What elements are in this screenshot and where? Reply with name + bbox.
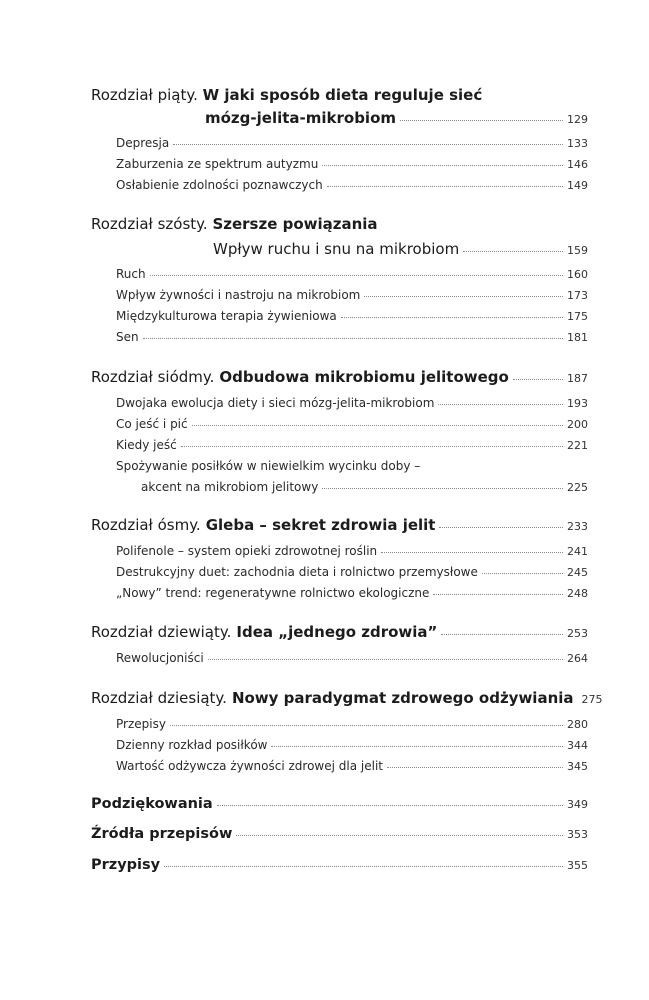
- backmatter-title: Źródła przepisów: [91, 826, 233, 842]
- chapter-6-title-line1: Szersze powiązania: [212, 215, 378, 233]
- section-entry[interactable]: [116, 267, 595, 281]
- leader-dots: [208, 659, 563, 660]
- chapter-8-page: 233: [567, 520, 588, 533]
- section-title: Przepisy: [116, 717, 166, 731]
- chapter-8-title: Gleba – sekret zdrowia jelit: [205, 516, 436, 534]
- chapter-7-page: 187: [567, 372, 588, 385]
- leader-dots: [381, 552, 563, 553]
- chapter-10-page: 275: [581, 693, 603, 706]
- section-entry[interactable]: [116, 136, 595, 150]
- chapter-8-entry[interactable]: [91, 516, 595, 534]
- section-entry[interactable]: [116, 544, 595, 558]
- section-title: Zaburzenia ze spektrum autyzmu: [116, 157, 319, 171]
- section-page: 221: [567, 439, 588, 452]
- chapter-6-page: 159: [567, 244, 588, 257]
- leader-dots: [438, 404, 563, 405]
- section-entry[interactable]: [116, 396, 595, 410]
- section-entry[interactable]: [116, 438, 595, 452]
- backmatter-page: 353: [567, 828, 588, 841]
- section-title: Destrukcyjny duet: zachodnia dieta i rolnictwo przemysłowe: [116, 565, 478, 579]
- section-title: Co jeść i pić: [116, 417, 188, 431]
- leader-dots: [327, 186, 563, 187]
- section-title: Dzienny rozkład posiłków: [116, 738, 268, 752]
- section-title-continued: akcent na mikrobiom jelitowy: [141, 480, 319, 494]
- section-page: 241: [567, 545, 588, 558]
- section-title: Wpływ żywności i nastroju na mikrobiom: [116, 288, 361, 302]
- section-page: 345: [567, 760, 588, 773]
- chapter-5-label: Rozdział piąty.: [91, 86, 198, 104]
- leader-dots: [143, 338, 563, 339]
- leader-dots: [192, 425, 563, 426]
- chapter-5-heading[interactable]: [91, 86, 482, 104]
- section-page: 146: [567, 158, 588, 171]
- chapter-6-heading[interactable]: [91, 215, 378, 233]
- section-title: Międzykulturowa terapia żywieniowa: [116, 309, 337, 323]
- leader-dots: [173, 144, 563, 145]
- section-title: „Nowy” trend: regeneratywne rolnictwo ekologiczne: [116, 586, 430, 600]
- leader-dots: [322, 165, 563, 166]
- leader-dots: [439, 527, 563, 528]
- section-page: 248: [567, 587, 588, 600]
- section-entry[interactable]: [116, 651, 595, 665]
- chapter-6-title-line2: Wpływ ruchu i snu na mikrobiom: [213, 240, 460, 258]
- section-entry[interactable]: [116, 309, 595, 323]
- leader-dots: [236, 835, 563, 836]
- leader-dots: [181, 446, 563, 447]
- section-page: 280: [567, 718, 588, 731]
- section-entry[interactable]: [116, 417, 595, 431]
- chapter-9-label: Rozdział dziewiąty.: [91, 623, 232, 641]
- section-page: 200: [567, 418, 588, 431]
- chapter-10-entry[interactable]: [91, 689, 603, 707]
- section-page: 193: [567, 397, 588, 410]
- section-entry[interactable]: [116, 330, 595, 344]
- section-title: Spożywanie posiłków w niewielkim wycinku doby –: [116, 459, 421, 473]
- section-title: Rewolucjoniści: [116, 651, 204, 665]
- section-entry[interactable]: [116, 717, 595, 731]
- backmatter-title: Podziękowania: [91, 796, 213, 812]
- leader-dots: [322, 488, 563, 489]
- section-entry-line1[interactable]: [116, 459, 595, 473]
- section-title: Polifenole – system opieki zdrowotnej roślin: [116, 544, 378, 558]
- section-entry[interactable]: [116, 178, 595, 192]
- section-title: Sen: [116, 330, 139, 344]
- leader-dots: [400, 120, 563, 121]
- leader-dots: [170, 725, 563, 726]
- leader-dots: [387, 767, 563, 768]
- chapter-8-label: Rozdział ósmy.: [91, 516, 201, 534]
- section-page: 173: [567, 289, 588, 302]
- section-title: Wartość odżywcza żywności zdrowej dla jelit: [116, 759, 383, 773]
- section-entry[interactable]: [116, 738, 595, 752]
- chapter-9-page: 253: [567, 627, 588, 640]
- chapter-9-title: Idea „jednego zdrowia”: [236, 623, 438, 641]
- leader-dots: [433, 594, 563, 595]
- chapter-10-title: Nowy paradygmat zdrowego odżywiania: [231, 689, 574, 707]
- section-page: 245: [567, 566, 588, 579]
- section-entry-line2[interactable]: [141, 480, 595, 494]
- backmatter-title: Przypisy: [91, 857, 161, 873]
- section-page: 264: [567, 652, 588, 665]
- leader-dots: [150, 275, 563, 276]
- chapter-9-entry[interactable]: [91, 623, 595, 641]
- leader-dots: [441, 634, 563, 635]
- section-page: 344: [567, 739, 588, 752]
- chapter-7-entry[interactable]: [91, 368, 595, 386]
- backmatter-page: 349: [567, 798, 588, 811]
- leader-dots: [164, 866, 563, 867]
- backmatter-footnotes[interactable]: [91, 857, 595, 873]
- chapter-7-title: Odbudowa mikrobiomu jelitowego: [219, 368, 509, 386]
- leader-dots: [482, 573, 563, 574]
- chapter-5-page: 129: [567, 113, 588, 126]
- section-entry[interactable]: [116, 759, 595, 773]
- section-page: 160: [567, 268, 588, 281]
- section-page: 133: [567, 137, 588, 150]
- chapter-5-title-line2: mózg-jelita-mikrobiom: [205, 109, 397, 127]
- backmatter-page: 355: [567, 859, 588, 872]
- chapter-7-label: Rozdział siódmy.: [91, 368, 215, 386]
- leader-dots: [341, 317, 563, 318]
- chapter-5-entry[interactable]: [205, 109, 595, 127]
- section-page: 149: [567, 179, 588, 192]
- chapter-5-title-line1: W jaki sposób dieta reguluje sieć: [202, 86, 483, 104]
- section-title: Osłabienie zdolności poznawczych: [116, 178, 323, 192]
- section-title: Dwojaka ewolucja diety i sieci mózg-jelita-mikrobiom: [116, 396, 435, 410]
- section-page: 181: [567, 331, 588, 344]
- section-title: Depresja: [116, 136, 170, 150]
- leader-dots: [463, 251, 563, 252]
- backmatter-recipe-sources[interactable]: [91, 826, 595, 842]
- section-entry[interactable]: [116, 288, 595, 302]
- leader-dots: [364, 296, 563, 297]
- section-entry[interactable]: [116, 586, 595, 600]
- chapter-6-label: Rozdział szósty.: [91, 215, 208, 233]
- section-title: Kiedy jeść: [116, 438, 177, 452]
- section-entry[interactable]: [116, 157, 595, 171]
- backmatter-acknowledgements[interactable]: [91, 796, 595, 812]
- section-entry[interactable]: [116, 565, 595, 579]
- chapter-6-entry[interactable]: [213, 240, 595, 258]
- leader-dots: [271, 746, 563, 747]
- section-page: 175: [567, 310, 588, 323]
- section-page: 225: [567, 481, 588, 494]
- section-title: Ruch: [116, 267, 146, 281]
- leader-dots: [513, 379, 563, 380]
- chapter-10-label: Rozdział dziesiąty.: [91, 689, 227, 707]
- leader-dots: [217, 805, 563, 806]
